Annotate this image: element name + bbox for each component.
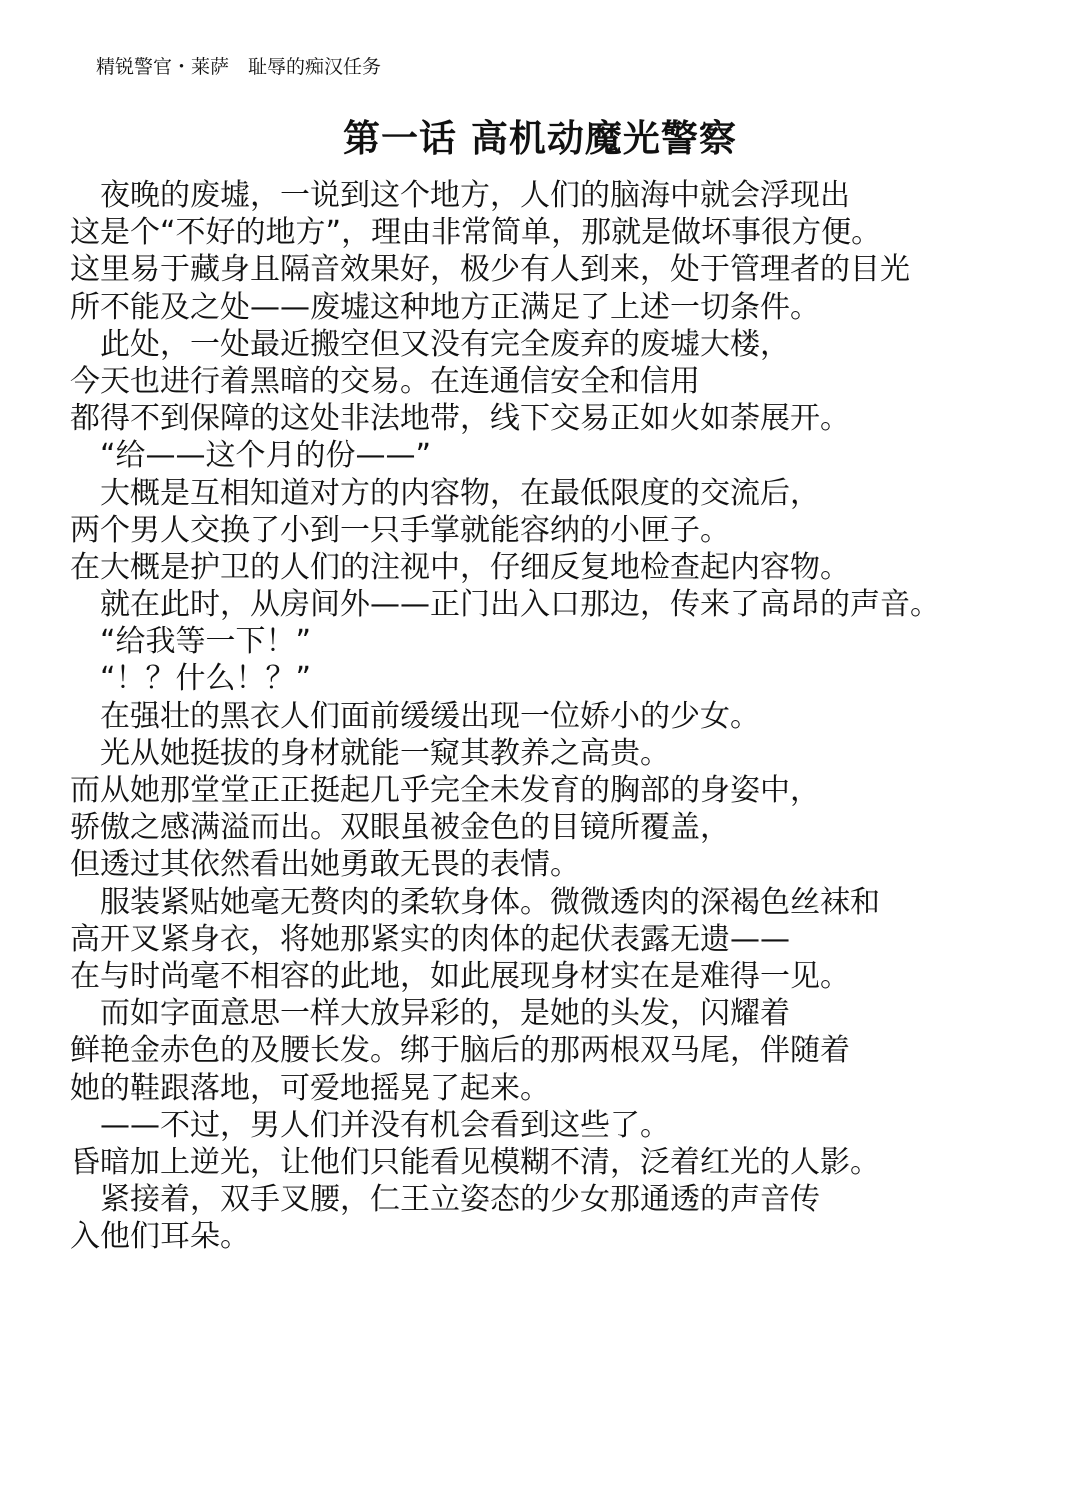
running-header: 精锐警官・莱萨 耻辱的痴汉任务 bbox=[96, 56, 382, 78]
text-line: 但透过其依然看出她勇敢无畏的表情。 bbox=[70, 847, 580, 883]
text-line: 骄傲之感满溢而出。双眼虽被金色的目镜所覆盖， bbox=[70, 810, 730, 846]
text-line: “给我等一下！” bbox=[70, 624, 312, 660]
text-line: 服装紧贴她毫无赘肉的柔软身体。微微透肉的深褐色丝袜和 bbox=[70, 884, 880, 920]
text-line: 所不能及之处——废墟这种地方正满足了上述一切条件。 bbox=[70, 289, 820, 325]
text-line: 夜晚的废墟，一说到这个地方，人们的脑海中就会浮现出 bbox=[70, 178, 850, 213]
text-line: 在大概是护卫的人们的注视中，仔细反复地检查起内容物。 bbox=[70, 549, 850, 585]
text-line: 高开叉紧身衣，将她那紧实的肉体的起伏表露无遗—— bbox=[70, 921, 790, 957]
text-line: 都得不到保障的这处非法地带，线下交易正如火如荼展开。 bbox=[70, 401, 850, 437]
text-line: 大概是互相知道对方的内容物，在最低限度的交流后， bbox=[70, 475, 820, 511]
text-line: 光从她挺拔的身材就能一窥其教养之高贵。 bbox=[70, 735, 670, 771]
text-line: 此处，一处最近搬空但又没有完全废弃的废墟大楼， bbox=[70, 326, 790, 362]
text-line: “给——这个月的份——” bbox=[70, 438, 432, 474]
text-line: 就在此时，从房间外——正门出入口那边，传来了高昂的声音。 bbox=[70, 587, 940, 623]
text-line: 在与时尚毫不相容的此地，如此展现身材实在是难得一见。 bbox=[70, 958, 850, 994]
text-line: 她的鞋跟落地，可爱地摇晃了起来。 bbox=[70, 1070, 550, 1106]
text-line: 在强壮的黑衣人们面前缓缓出现一位娇小的少女。 bbox=[70, 698, 760, 734]
text-line: 鲜艳金赤色的及腰长发。绑于脑后的那两根双马尾，伴随着 bbox=[70, 1033, 850, 1069]
text-line: 今天也进行着黑暗的交易。在连通信安全和信用 bbox=[70, 363, 700, 399]
text-line: “！？什么！？” bbox=[70, 661, 312, 697]
text-line: 这是个“不好的地方”，理由非常简单，那就是做坏事很方便。 bbox=[70, 215, 882, 251]
text-line: 而从她那堂堂正正挺起几乎完全未发育的胸部的身姿中， bbox=[70, 773, 820, 808]
text-line: 这里易于藏身且隔音效果好，极少有人到来，处于管理者的目光 bbox=[70, 252, 910, 288]
chapter-title: 第一话 高机动魔光警察 bbox=[343, 117, 737, 160]
text-line: ——不过，男人们并没有机会看到这些了。 bbox=[70, 1107, 670, 1143]
text-line: 昏暗加上逆光，让他们只能看见模糊不清，泛着红光的人影。 bbox=[70, 1144, 880, 1180]
body-text bbox=[70, 177, 1070, 1255]
text-line: 入他们耳朵。 bbox=[70, 1219, 250, 1255]
text-line: 两个男人交换了小到一只手掌就能容纳的小匣子。 bbox=[70, 512, 730, 548]
text-line: 而如字面意思一样大放异彩的，是她的头发，闪耀着 bbox=[70, 996, 790, 1032]
text-line: 紧接着，双手叉腰，仁王立姿态的少女那通透的声音传 bbox=[70, 1182, 820, 1218]
